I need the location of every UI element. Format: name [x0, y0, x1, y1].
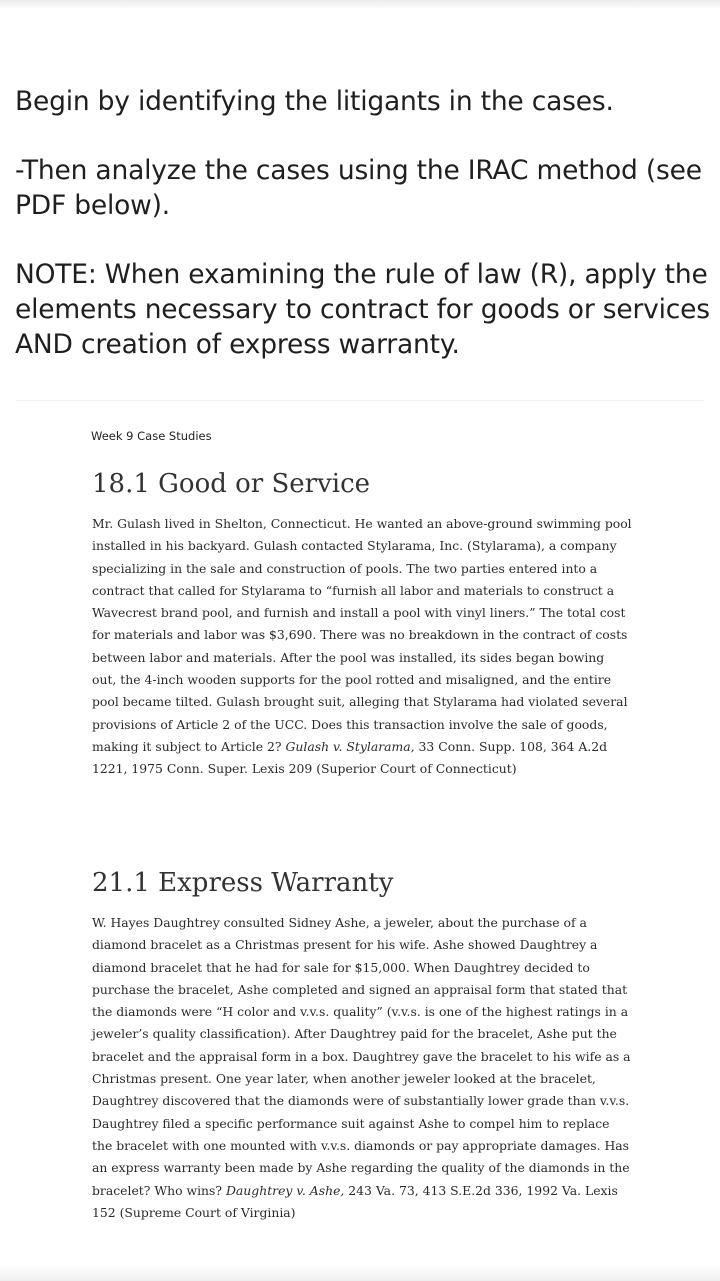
question-text: [15, 84, 710, 396]
top-edge-shadow: [0, 0, 720, 10]
case-citation-name: Gulash v. Stylarama,: [285, 738, 415, 754]
case-studies-document-image: [15, 400, 705, 1261]
instruction-line-2: -Then analyze the cases using the IRAC method (see PDF below).: [15, 155, 702, 221]
case-citation: 33 Conn. Supp. 108, 364 A.2d 1221, 1975 Conn. Super. Lexis 209 (Superior Court of Connecticut): [92, 738, 608, 777]
case-title: 21.1 Express Warranty: [92, 868, 394, 898]
case-18-1: [92, 469, 632, 781]
case-text: W. Hayes Daughtrey consulted Sidney Ashe, a jeweler, about the purchase of a diamond bracelet as a Christmas present for his wife. Ashe showed Daughtrey a diamond bracelet that he had for sale for $15,000. When Daughtrey decided to purchase the bracelet, Ashe completed and signed an appraisal form that stated that the diamonds were “H color and v.v.s. quality” (v.v.s. is one of the highest ratings in a jeweler’s quality classification). After Daughtrey paid for the bracelet, Ashe put the bracelet and the appraisal form in a box. Daughtrey gave the bracelet to his wife as a Christmas present. One year later, when another jeweler looked at the bracelet, Daughtrey discovered that the diamonds were of substantially lower grade than v.v.s. Daughtrey filed a specific performance suit against Ashe to compel him to replace the bracelet with one mounted with v.v.s. diamonds or pay appropriate damages. Has an express warranty been made by Ashe regarding the quality of the diamonds in the bracelet? Who wins?: [92, 915, 631, 1198]
document-header: Week 9 Case Studies: [91, 429, 212, 443]
case-citation: 243 Va. 73, 413 S.E.2d 336, 1992 Va. Lexis 152 (Supreme Court of Virginia): [92, 1182, 618, 1220]
case-citation-name: Daughtrey v. Ashe,: [225, 1182, 345, 1198]
bottom-edge-shadow: [0, 1266, 720, 1281]
case-body: [92, 912, 632, 1224]
instruction-line-1: Begin by identifying the litigants in the cases.: [15, 86, 614, 117]
case-text: Mr. Gulash lived in Shelton, Connecticut. He wanted an above-ground swimming pool installed in his backyard. Gulash contacted Stylarama, Inc. (Stylarama), a company specializing in the sale and construction of pools. The two parties entered into a contract that called for Stylarama to “furnish all labor and materials to construct a Wavecrest brand pool, and furnish and install a pool with vinyl liners.” The total cost for materials and labor was $3,690. There was no breakdown in the contract of costs between labor and materials. After the pool was installed, its sides began bowing out, the 4-inch wooden supports for the pool rotted and misaligned, and the entire pool became tilted. Gulash brought suit, alleging that Stylarama had violated several provisions of Article 2 of the UCC. Does this transaction involve the sale of goods, making it subject to Article 2?: [92, 516, 632, 754]
case-21-1: [92, 868, 632, 1224]
case-title: 18.1 Good or Service: [92, 469, 371, 499]
case-body: [92, 513, 632, 781]
instruction-note: NOTE: When examining the rule of law (R), apply the elements necessary to contract for goods or services AND creation of express warranty.: [15, 259, 710, 360]
